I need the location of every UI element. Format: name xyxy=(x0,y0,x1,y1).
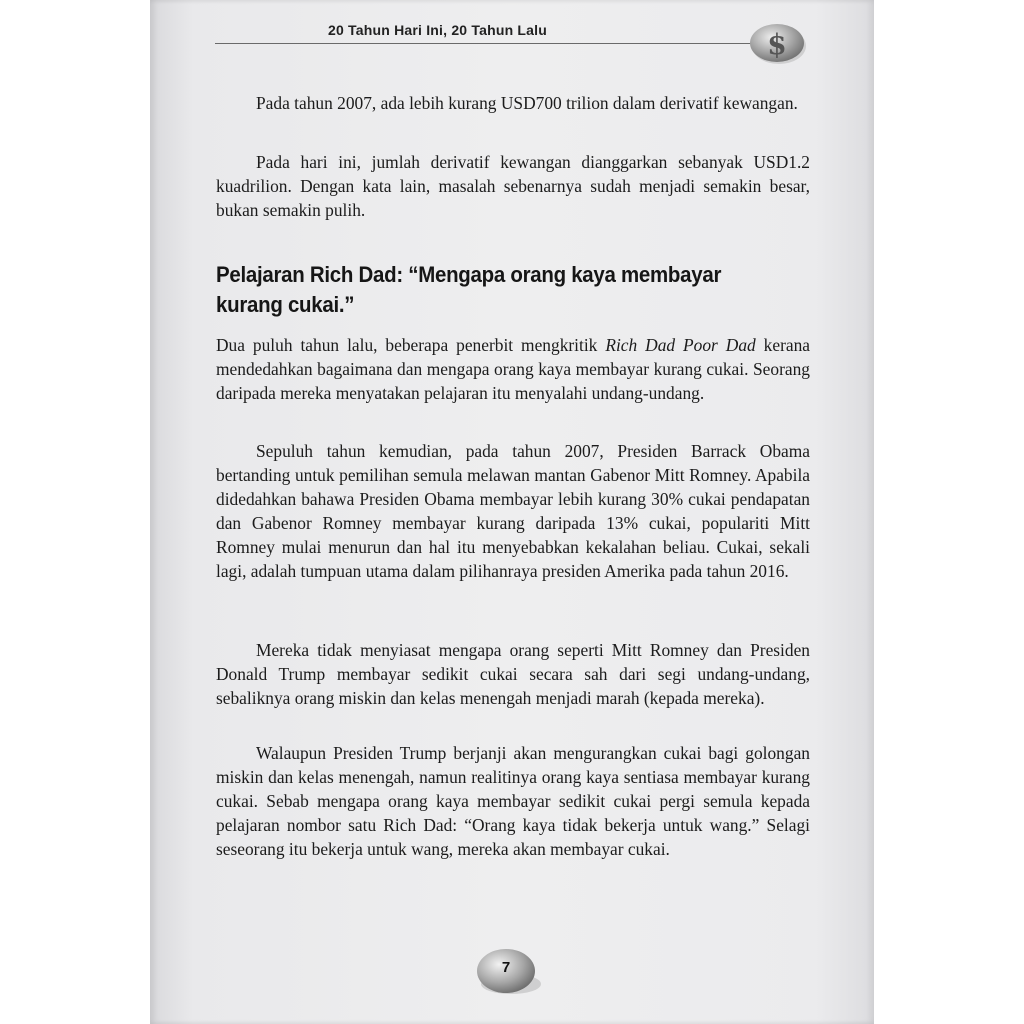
header-rule xyxy=(215,43,760,44)
critics-text-start: Dua puluh tahun lalu, beberapa penerbit mengkritik xyxy=(216,335,606,355)
paragraph-critics xyxy=(216,333,810,405)
book-title: Rich Dad Poor Dad xyxy=(605,335,756,355)
running-head: 20 Tahun Hari Ini, 20 Tahun Lalu xyxy=(327,22,548,38)
svg-text:$: $ xyxy=(767,28,787,61)
paragraph-romney-trump: Mereka tidak menyiasat mengapa orang seperti Mitt Romney dan Presiden Donald Trump membayar sedikit cukai secara sah dari segi undang-undang, sebaliknya orang miskin dan kelas menengah menjadi marah (kepada mereka). xyxy=(216,640,810,708)
critics-text-end: kerana mendedahkan bagaimana dan mengapa orang kaya membayar kurang cukai. Seorang daripada mereka menyatakan pelajaran itu menyalahi undang-undang. xyxy=(216,335,811,403)
section-heading: Pelajaran Rich Dad: “Mengapa orang kaya membayar kurang cukai.” xyxy=(216,262,722,317)
paragraph-derivatives-today: Pada hari ini, jumlah derivatif kewangan dianggarkan sebanyak USD1.2 kuadrilion. Dengan kata lain, masalah sebenarnya sudah menjadi semakin besar, bukan semakin pulih. xyxy=(216,152,810,220)
paragraph-trump-promise: Walaupun Presiden Trump berjanji akan mengurangkan cukai bagi golongan miskin dan kelas menengah, namun realitinya orang kaya sentiasa membayar kurang cukai. Sebab mengapa orang kaya membayar sedikit cukai pergi semula kepada pelajaran nombor satu Rich Dad: “Orang kaya tidak bekerja untuk wang.” Selagi seseorang itu bekerja untuk wang, mereka akan membayar cukai. xyxy=(216,743,810,859)
paragraph-obama-romney: Sepuluh tahun kemudian, pada tahun 2007, Presiden Barrack Obama bertanding untuk pemilihan semula melawan mantan Gabenor Mitt Romney. Apabila didedahkan bahawa Presiden Obama membayar lebih kurang 30% cukai pendapatan dan Gabenor Romney membayar kurang daripada 13% cukai, populariti Mitt Romney mulai menurun dan hal itu menyebabkan kekalahan beliau. Cukai, sekali lagi, adalah tumpuan utama dalam pilihanraya presiden Amerika pada tahun 2016. xyxy=(216,441,810,581)
page-number: 7 xyxy=(501,959,511,976)
dollar-coin-icon xyxy=(746,18,808,66)
paragraph-derivatives-2007: Pada tahun 2007, ada lebih kurang USD700 trilion dalam derivatif kewangan. xyxy=(256,93,798,113)
